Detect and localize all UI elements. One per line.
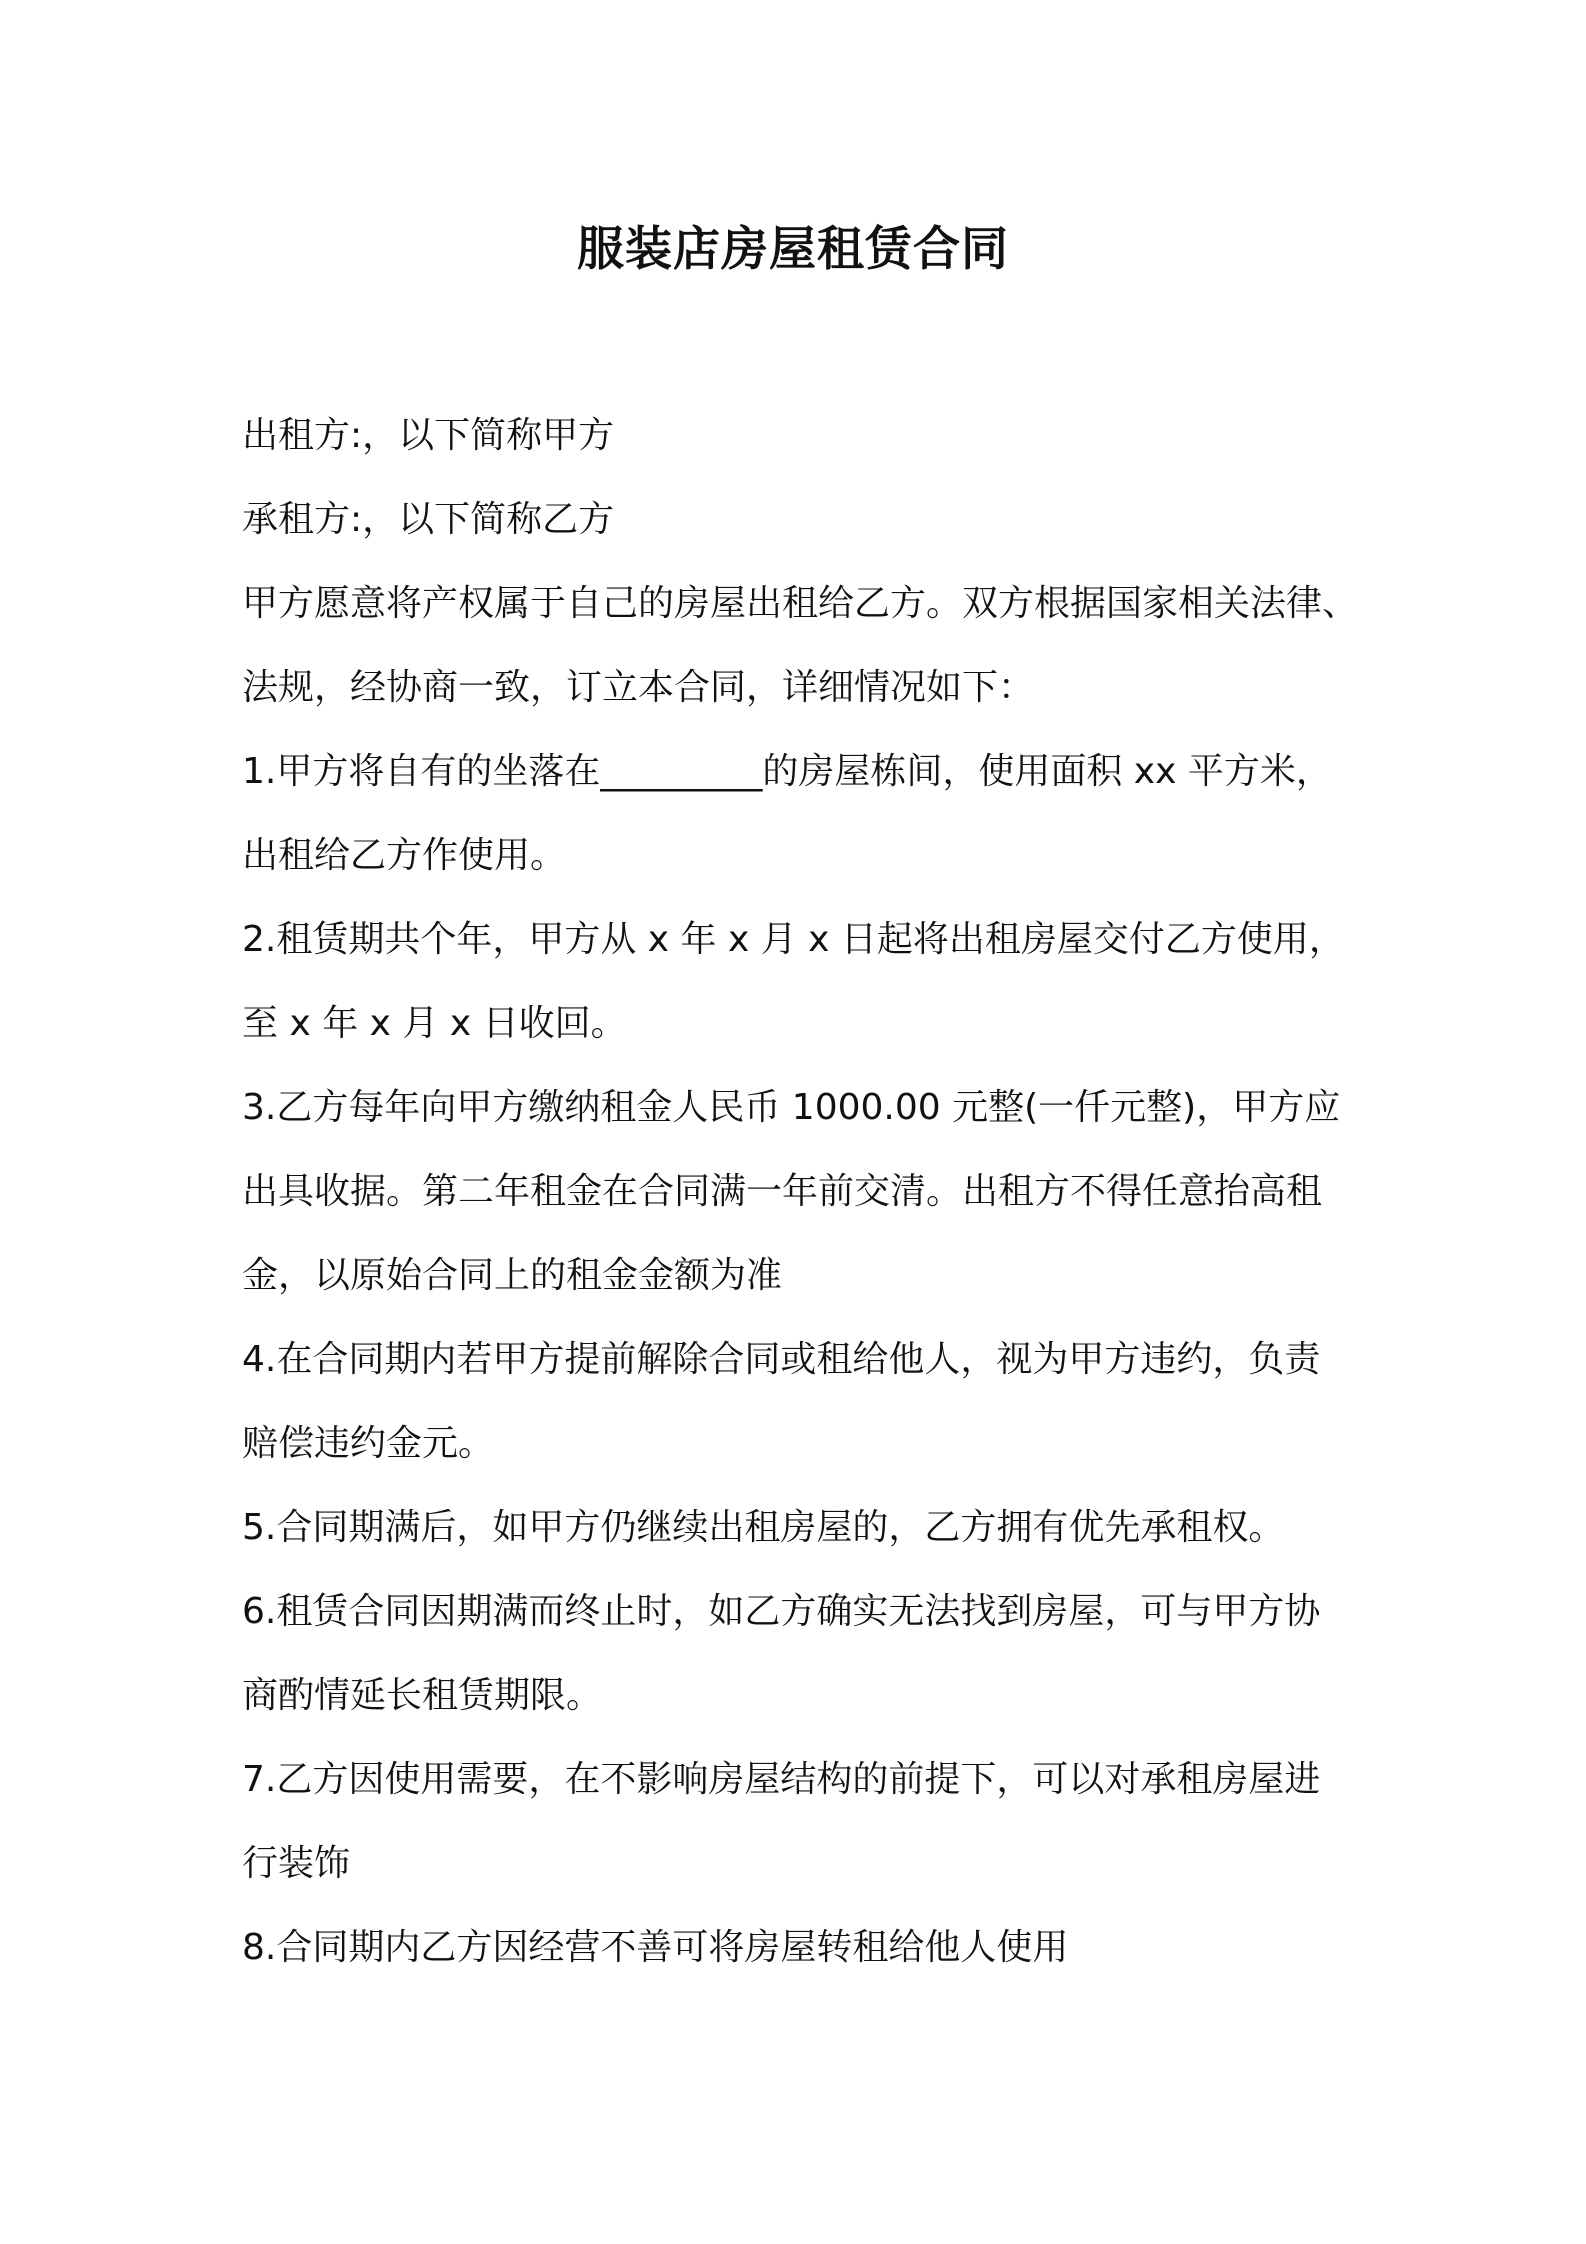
lessor-line: 出租方:，以下简称甲方 [242, 415, 615, 456]
document-title: 服装店房屋租赁合同 [577, 222, 1009, 277]
clause-3-line-3: 金，以原始合同上的租金金额为准 [242, 1255, 783, 1296]
clause-4-line-1: 4.在合同期内若甲方提前解除合同或租给他人，视为甲方违约，负责 [242, 1339, 1321, 1380]
clause-3-line-2: 出具收据。第二年租金在合同满一年前交清。出租方不得任意抬高租 [242, 1171, 1323, 1212]
clause-7-line-2: 行装饰 [242, 1843, 351, 1884]
clause-1-line-2: 出租给乙方作使用。 [242, 835, 567, 876]
clause-6-line-1: 6.租赁合同因期满而终止时，如乙方确实无法找到房屋，可与甲方协 [242, 1591, 1321, 1632]
lessee-line: 承租方:，以下简称乙方 [242, 499, 615, 540]
clause-1-line-1: 1.甲方将自有的坐落在_________的房屋栋间，使用面积 xx 平方米， [242, 751, 1332, 792]
clause-7-line-1: 7.乙方因使用需要，在不影响房屋结构的前提下，可以对承租房屋进 [242, 1759, 1321, 1800]
intro-line-1: 甲方愿意将产权属于自己的房屋出租给乙方。双方根据国家相关法律、 [242, 583, 1359, 624]
clause-2-line-1: 2.租赁期共个年，甲方从 x 年 x 月 x 日起将出租房屋交付乙方使用， [242, 919, 1345, 960]
clause-5-line-1: 5.合同期满后，如甲方仍继续出租房屋的，乙方拥有优先承租权。 [242, 1507, 1285, 1548]
clause-6-line-2: 商酌情延长租赁期限。 [242, 1675, 603, 1716]
clause-4-line-2: 赔偿违约金元。 [242, 1423, 495, 1464]
clause-8-line-1: 8.合同期内乙方因经营不善可将房屋转租给他人使用 [242, 1927, 1069, 1968]
clause-2-line-2: 至 x 年 x 月 x 日收回。 [242, 1003, 627, 1044]
intro-line-2: 法规，经协商一致，订立本合同，详细情况如下： [242, 667, 1035, 708]
clause-3-line-1: 3.乙方每年向甲方缴纳租金人民币 1000.00 元整(一仟元整)，甲方应 [242, 1087, 1341, 1128]
